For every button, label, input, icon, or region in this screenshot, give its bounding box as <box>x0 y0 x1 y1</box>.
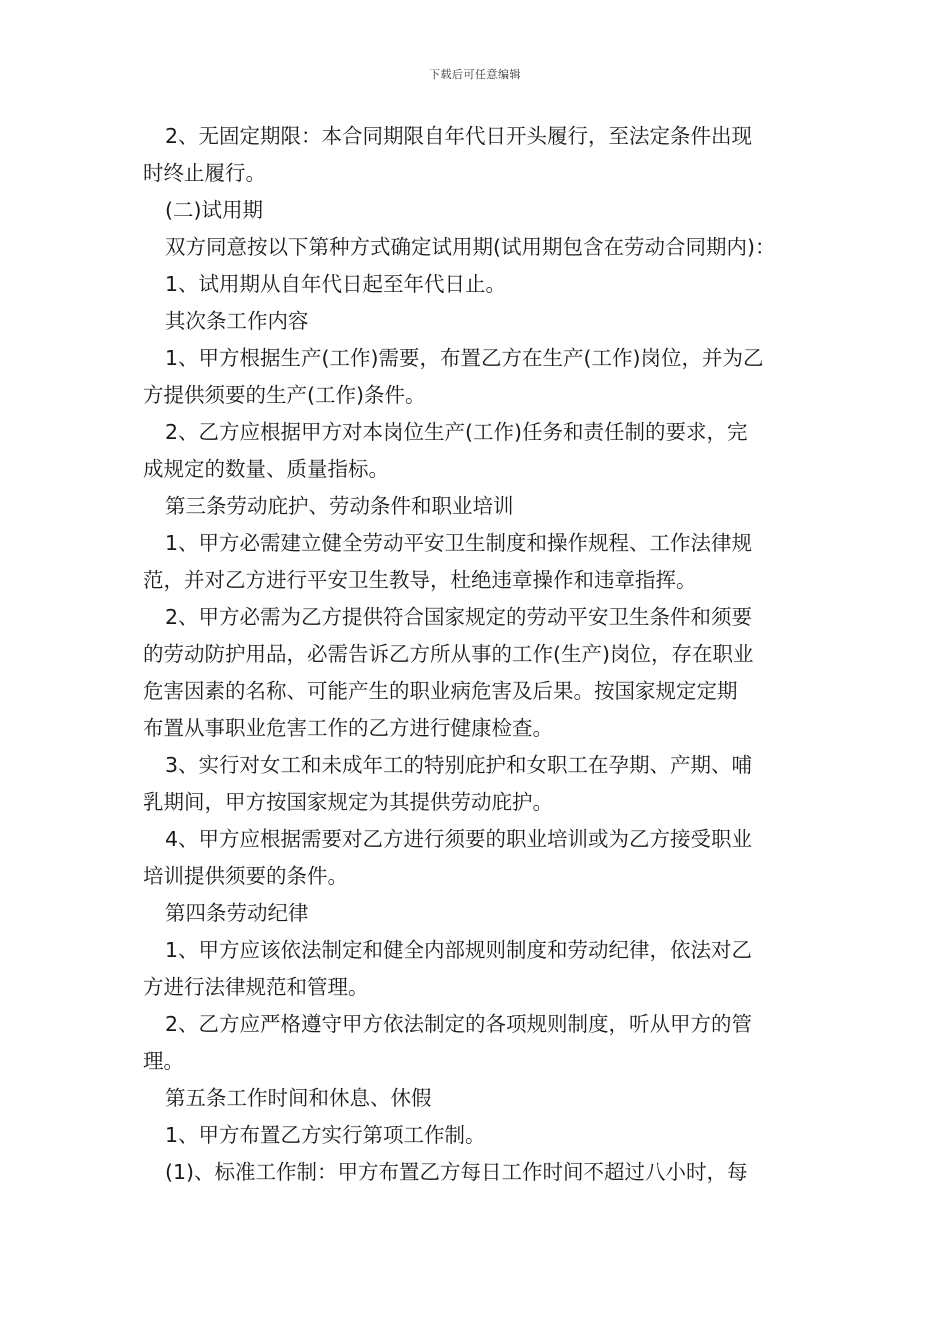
text-line: 理。 <box>143 1049 184 1073</box>
text-line: 1、甲方布置乙方实行第项工作制。 <box>165 1123 486 1147</box>
text-line: 1、甲方根据生产(工作)需要，布置乙方在生产(工作)岗位，并为乙 <box>165 346 764 370</box>
text-line: 1、甲方必需建立健全劳动平安卫生制度和操作规程、工作法律规 <box>165 531 753 555</box>
text-line: 第五条工作时间和休息、休假 <box>165 1086 432 1110</box>
text-line: 危害因素的名称、可能产生的职业病危害及后果。按国家规定定期 <box>143 679 738 703</box>
text-line: (二)试用期 <box>165 198 263 222</box>
text-line: 乳期间，甲方按国家规定为其提供劳动庇护。 <box>143 790 553 814</box>
text-line: 布置从事职业危害工作的乙方进行健康检查。 <box>143 716 553 740</box>
text-line: 3、实行对女工和未成年工的特别庇护和女职工在孕期、产期、哺 <box>165 753 753 777</box>
text-line: 2、甲方必需为乙方提供符合国家规定的劳动平安卫生条件和须要 <box>165 605 753 629</box>
text-line: 方提供须要的生产(工作)条件。 <box>143 383 426 407</box>
text-line: 其次条工作内容 <box>165 309 309 333</box>
text-line: 4、甲方应根据需要对乙方进行须要的职业培训或为乙方接受职业 <box>165 827 753 851</box>
text-line: 时终止履行。 <box>143 161 266 185</box>
text-line: (1)、标准工作制：甲方布置乙方每日工作时间不超过八小时，每 <box>165 1160 748 1184</box>
text-line: 成规定的数量、质量指标。 <box>143 457 389 481</box>
text-line: 2、无固定期限：本合同期限自年代日开头履行，至法定条件出现 <box>165 124 753 148</box>
text-line: 的劳动防护用品，必需告诉乙方所从事的工作(生产)岗位，存在职业 <box>143 642 754 666</box>
text-line: 1、甲方应该依法制定和健全内部规则制度和劳动纪律，依法对乙 <box>165 938 753 962</box>
text-line: 培训提供须要的条件。 <box>143 864 348 888</box>
text-line: 方进行法律规范和管理。 <box>143 975 369 999</box>
header-note: 下载后可任意编辑 <box>429 68 521 81</box>
text-line: 第四条劳动纪律 <box>165 901 309 925</box>
text-line: 第三条劳动庇护、劳动条件和职业培训 <box>165 494 514 518</box>
text-line: 2、乙方应严格遵守甲方依法制定的各项规则制度，听从甲方的管 <box>165 1012 753 1036</box>
text-line: 2、乙方应根据甲方对本岗位生产(工作)任务和责任制的要求，完 <box>165 420 748 444</box>
text-line: 1、试用期从自年代日起至年代日止。 <box>165 272 507 296</box>
document-body <box>143 118 811 1191</box>
text-line: 范，并对乙方进行平安卫生教导，杜绝违章操作和违章指挥。 <box>143 568 697 592</box>
text-line: 双方同意按以下第种方式确定试用期(试用期包含在劳动合同期内)： <box>165 235 776 259</box>
